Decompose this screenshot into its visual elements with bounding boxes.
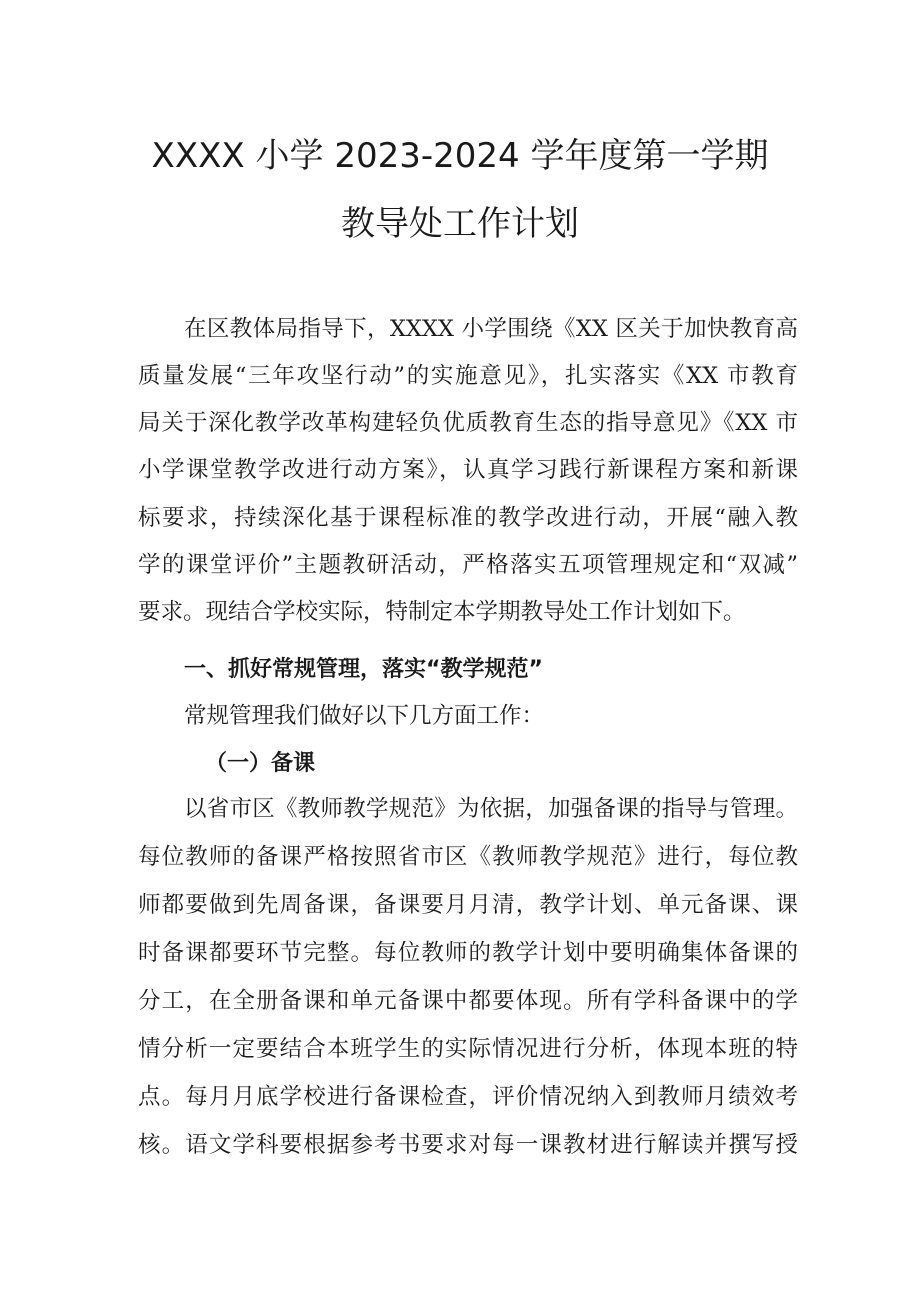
body-line: 每位教师的备课严格按照省市区《教师教学规范》进行，每位教 xyxy=(138,844,798,870)
section-intro: 常规管理我们做好以下几方面工作： xyxy=(184,703,545,729)
subsection-heading: （一）备课 xyxy=(205,751,316,776)
intro-line: 标要求，持续深化基于课程标准的教学改进行动，开展“融入教 xyxy=(138,505,798,531)
body-line: 点。每月月底学校进行备课检查，评价情况纳入到教师月绩效考 xyxy=(138,1084,798,1110)
intro-line: 局关于深化教学改革构建轻负优质教育生态的指导意见》《XX 市 xyxy=(138,410,798,436)
intro-line: 小学课堂教学改进行动方案》，认真学习践行新课程方案和新课 xyxy=(138,457,798,483)
section-heading: 一、抓好常规管理，落实“教学规范” xyxy=(184,657,543,682)
body-line: 师都要做到先周备课，备课要月月清，教学计划、单元备课、课 xyxy=(138,892,798,918)
body-line: 核。语文学科要根据参考书要求对每一课教材进行解读并撰写授 xyxy=(138,1132,798,1158)
intro-line: 要求。现结合学校实际，特制定本学期教导处工作计划如下。 xyxy=(138,599,746,625)
intro-line: 学的课堂评价”主题教研活动，严格落实五项管理规定和“双减” xyxy=(138,552,798,578)
body-line: 时备课都要环节完整。每位教师的教学计划中要明确集体备课的 xyxy=(138,940,798,966)
body-line: 分工，在全册备课和单元备课中都要体现。所有学科备课中的学 xyxy=(138,988,798,1014)
body-line: 以省市区《教师教学规范》为依据，加强备课的指导与管理。 xyxy=(184,796,798,822)
intro-line: 在区教体局指导下，XXXX 小学围绕《XX 区关于加快教育高 xyxy=(184,316,798,342)
document-title-line-2: 教导处工作计划 xyxy=(341,204,579,244)
intro-line: 质量发展“三年攻坚行动”的实施意见》，扎实落实《XX 市教育 xyxy=(138,363,798,389)
body-line: 情分析一定要结合本班学生的实际情况进行分析，体现本班的特 xyxy=(138,1036,798,1062)
document-title-line-1: XXXX 小学 2023-2024 学年度第一学期 xyxy=(151,136,769,176)
